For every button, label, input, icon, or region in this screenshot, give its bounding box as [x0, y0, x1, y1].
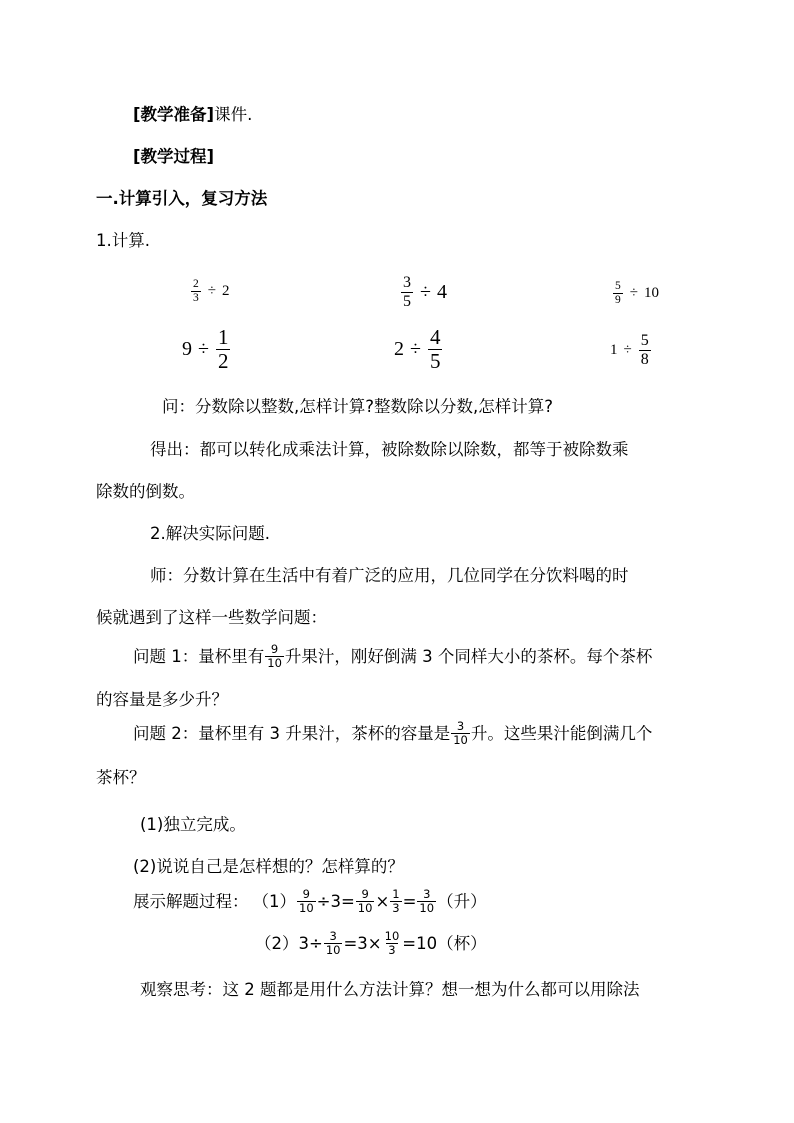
prep-label: [教学准备] [133, 105, 215, 124]
question-text: 问：分数除以整数,怎样计算?整数除以分数,怎样计算? [162, 397, 554, 416]
sub-step1: (1)独立完成。 [140, 815, 246, 834]
show-label: 展示解题过程： [133, 891, 249, 911]
fraction: $\frac{9}{10}$ [267, 642, 282, 670]
observe-text: 观察思考：这 2 题都是用什么方法计算？想一想为什么都可以用除法 [140, 980, 640, 999]
teacher-line2: 候就遇到了这样一些数学问题： [96, 608, 327, 627]
fraction: $\frac{4}{5}$ [429, 325, 441, 373]
fraction: $\frac{1}{3}$ [392, 887, 400, 915]
problem1-line2: 的容量是多少升？ [96, 690, 228, 709]
prep-line [133, 104, 252, 126]
exercise-2: $\frac{3}{5}$ ÷ 4 [403, 274, 447, 310]
fraction: $\frac{3}{10}$ [325, 929, 341, 957]
step1-label: 1.计算. [96, 231, 150, 250]
exercise-4: 9 ÷ $\frac{1}{2}$ [182, 325, 229, 373]
solution-line1: 展示解题过程： （1） $\frac{9}{10}$ ÷3= $\frac{9}{10}$ × $\frac{1}{3}$ = $\frac{3}{10}$ （升） [133, 887, 487, 915]
fraction: $\frac{3}{10}$ [419, 887, 435, 915]
fraction: $\frac{5}{8}$ [640, 332, 649, 368]
exercise-1: $\frac{2}{3}$ ÷ 2 [193, 278, 230, 304]
section-title: 一.计算引入，复习方法 [96, 189, 268, 208]
step2-label: 2.解决实际问题. [150, 524, 270, 543]
fraction: $\frac{3}{5}$ [403, 274, 411, 310]
prep-text: 课件. [214, 105, 253, 124]
exercise-6: 1 ÷ $\frac{5}{8}$ [610, 332, 649, 368]
exercise-3: $\frac{5}{9}$ ÷ 10 [615, 280, 659, 306]
fraction: $\frac{1}{2}$ [217, 325, 229, 373]
fraction: $\frac{10}{3}$ [384, 929, 400, 957]
teacher-line1: 师：分数计算在生活中有着广泛的应用，几位同学在分饮料喝的时 [150, 566, 629, 585]
problem1-line1: 问题 1：量杯里有 $\frac{9}{10}$ 升果汁，刚好倒满 3 个同样大小的茶杯。每个茶杯 [133, 642, 653, 670]
problem2-line2: 茶杯？ [96, 768, 146, 787]
fraction: $\frac{2}{3}$ [193, 278, 199, 304]
solution-line2: （2） 3÷ $\frac{3}{10}$ =3× $\frac{10}{3}$ =10（杯） [255, 929, 487, 957]
fraction: $\frac{3}{10}$ [453, 719, 468, 747]
exercise-5: 2 ÷ $\frac{4}{5}$ [394, 325, 441, 373]
fraction: $\frac{9}{10}$ [357, 887, 373, 915]
fraction: $\frac{5}{9}$ [615, 280, 621, 306]
fraction: $\frac{9}{10}$ [299, 887, 314, 915]
process-label: [教学过程] [133, 147, 215, 166]
conclusion-line1: 得出：都可以转化成乘法计算，被除数除以除数，都等于被除数乘 [150, 440, 629, 459]
conclusion-line2: 除数的倒数。 [96, 482, 195, 501]
sub-step2: (2)说说自己是怎样想的？怎样算的？ [133, 857, 404, 876]
problem2-line1: 问题 2：量杯里有 3 升果汁，茶杯的容量是 $\frac{3}{10}$ 升。这些果汁能倒满几个 [133, 719, 653, 747]
